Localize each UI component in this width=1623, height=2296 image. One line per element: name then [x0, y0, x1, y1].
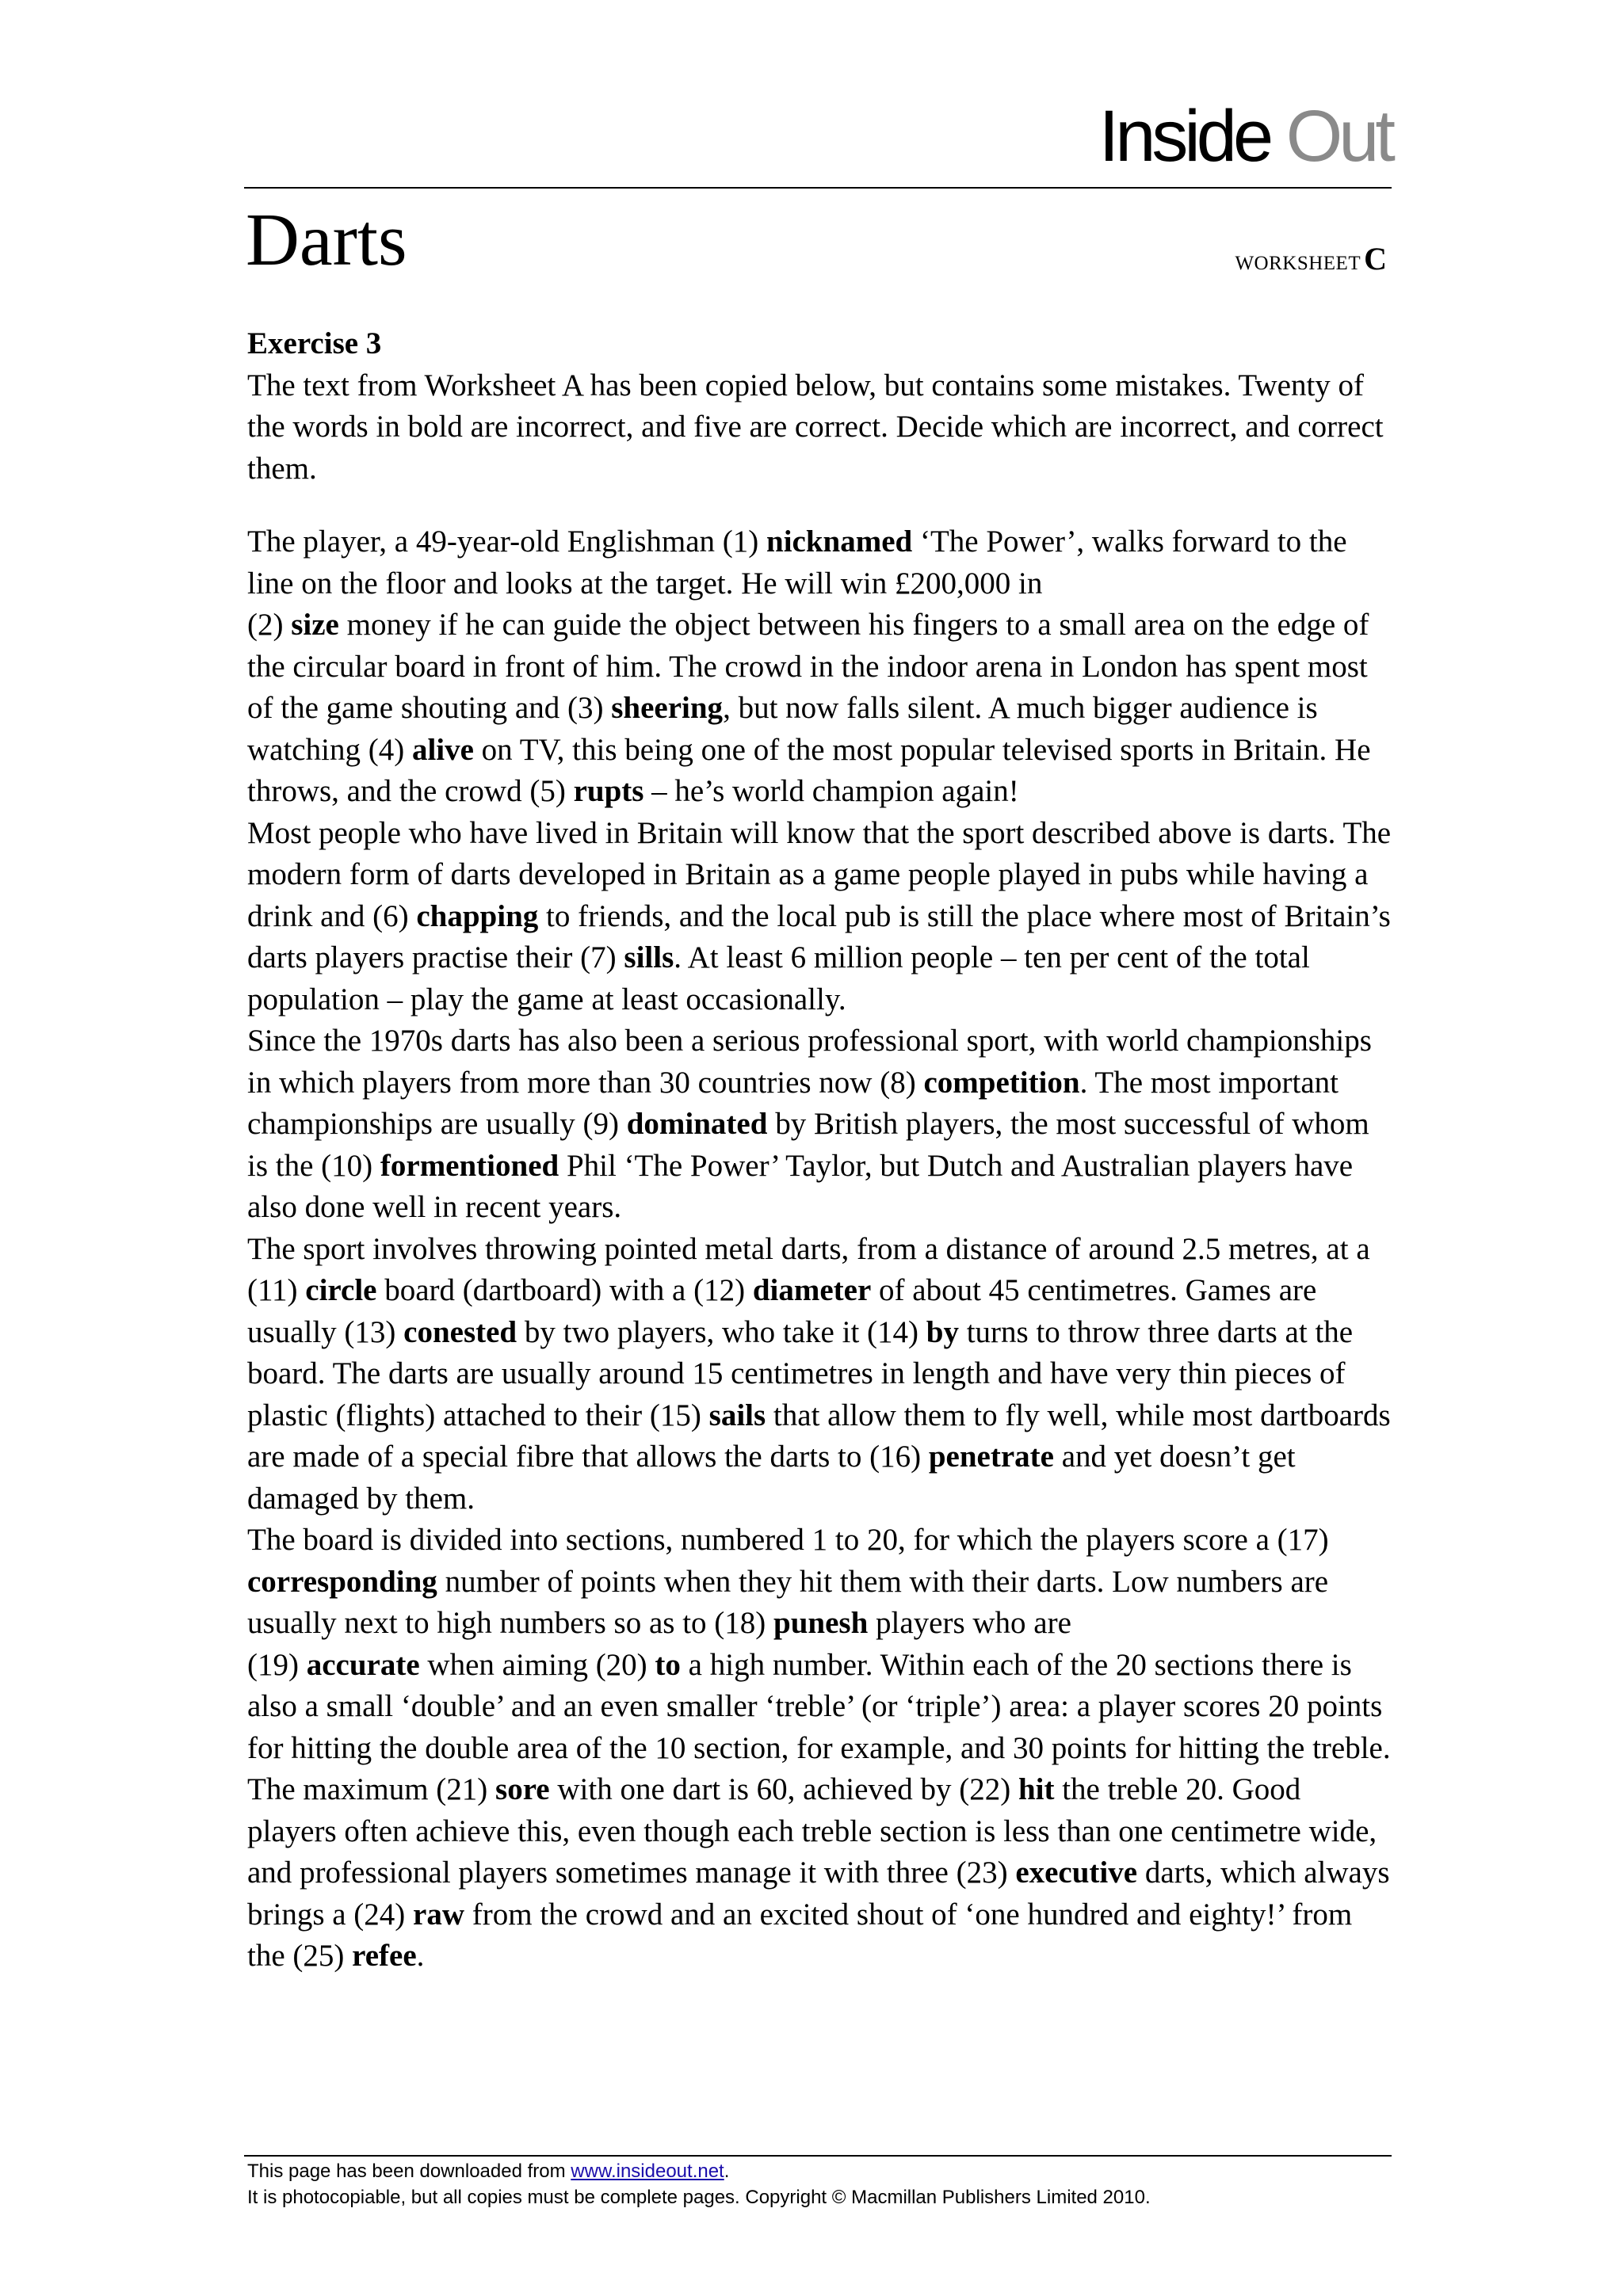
exercise-block	[247, 323, 1396, 490]
logo-word-inside: Inside	[1098, 96, 1270, 177]
bold-answer-word: size	[291, 608, 339, 642]
text-segment: The maximum (21)	[247, 1772, 496, 1806]
text-segment: . At least 6 million people – ten per cent of the total population – play the game at least occasionally.	[247, 940, 1310, 1016]
bold-answer-word: executive	[1015, 1855, 1138, 1890]
bold-answer-word: to	[655, 1647, 681, 1682]
bold-answer-word: sheering	[611, 691, 724, 725]
bold-answer-word: formentioned	[380, 1148, 559, 1183]
bold-answer-word: sills	[624, 940, 674, 974]
bold-answer-word: by	[926, 1314, 959, 1349]
text-segment: number of points when they hit them with their darts. Low numbers are usually next to high numbers so as to (18)	[247, 1564, 1329, 1640]
text-segment: (2)	[247, 608, 292, 642]
footer-copyright: It is photocopiable, but all copies must be complete pages. Copyright © Macmillan Publishers Limited 2010.	[247, 2187, 1151, 2208]
bold-answer-word: alive	[411, 732, 474, 767]
bold-answer-word: rupts	[573, 774, 644, 808]
footer-suffix: .	[724, 2161, 730, 2182]
footer-prefix: This page has been downloaded from	[247, 2161, 571, 2182]
bold-answer-word: refee	[352, 1939, 417, 1973]
text-segment: ‘The Power’, walks forward to the line on the floor and looks at the target. He will win £200,000 in	[247, 524, 1347, 601]
article-paragraph	[247, 1769, 1396, 1978]
article-paragraph	[247, 1520, 1396, 1769]
bold-answer-word: dominated	[626, 1107, 768, 1141]
header-rule	[244, 187, 1392, 189]
text-segment: by British players, the most successful of whom is the (10)	[247, 1107, 1369, 1183]
page-title: Darts	[246, 199, 407, 281]
text-segment: The sport involves throwing pointed metal darts, from a distance of around 2.5 metres, at a (11)	[247, 1231, 1370, 1307]
worksheet-letter: C	[1364, 241, 1387, 277]
text-segment: (19)	[247, 1647, 307, 1682]
bold-answer-word: conested	[403, 1314, 517, 1349]
text-segment: turns to throw three darts at the board. The darts are usually around 15 centimetres in length and have very thin pieces of plastic (flights) attached to their (15)	[247, 1314, 1354, 1432]
bold-answer-word: corresponding	[247, 1564, 437, 1599]
bold-answer-word: accurate	[306, 1647, 420, 1682]
logo-word-out: Out	[1285, 96, 1392, 177]
worksheet-label	[1235, 240, 1387, 277]
text-segment: – he’s world champion again!	[643, 774, 1019, 808]
text-segment: and yet doesn’t get damaged by them.	[247, 1440, 1296, 1516]
text-segment: money if he can guide the object between his fingers to a small area on the edge of the circular board in front of him. The crowd in the indoor arena in London has spent most of the game shouting and (3)	[247, 608, 1369, 725]
text-segment: of about 45 centimetres. Games are usually (13)	[247, 1273, 1317, 1349]
exercise-heading: Exercise 3	[247, 326, 382, 360]
exercise-instructions: The text from Worksheet A has been copied below, but contains some mistakes. Twenty of the words in bold are incorrect, and five are correct. Decide which are incorrect, and correct them.	[247, 368, 1384, 486]
worksheet-label-text: WORKSHEET	[1235, 253, 1361, 274]
bold-answer-word: raw	[413, 1897, 465, 1932]
footer-link[interactable]: www.insideout.net	[571, 2161, 724, 2182]
bold-answer-word: punesh	[773, 1606, 869, 1640]
text-segment: board (dartboard) with a (12)	[376, 1273, 753, 1307]
text-segment: . The most important championships are usually (9)	[247, 1065, 1339, 1141]
text-segment: , but now falls silent. A much bigger audience is watching (4)	[247, 691, 1318, 767]
article-paragraph	[247, 521, 1396, 813]
article-paragraph	[247, 1229, 1396, 1520]
text-segment: players who are	[868, 1606, 1071, 1640]
bold-answer-word: circle	[305, 1273, 377, 1307]
text-segment: by two players, who take it (14)	[517, 1314, 926, 1349]
text-segment: The player, a 49-year-old Englishman (1)	[247, 524, 767, 559]
text-segment: Phil ‘The Power’ Taylor, but Dutch and Australian players have also done well in recent years.	[247, 1148, 1354, 1224]
text-segment: a high number. Within each of the 20 sections there is also a small ‘double’ and an even smaller ‘treble’ (or ‘triple’) area: a player scores 20 points for hitting the double area of the 10 section, for example, and 30 points for hitting the treble.	[247, 1647, 1391, 1765]
inside-out-logo	[1098, 96, 1392, 177]
footer	[247, 2158, 1151, 2210]
bold-answer-word: nicknamed	[766, 524, 913, 559]
text-segment: .	[416, 1939, 425, 1973]
text-segment: to friends, and the local pub is still the place where most of Britain’s darts players practise their (7)	[247, 898, 1391, 974]
bold-answer-word: penetrate	[928, 1440, 1054, 1474]
text-segment: darts, which always brings a (24)	[247, 1855, 1390, 1932]
text-segment: on TV, this being one of the most popular televised sports in Britain. He throws, and the crowd (5)	[247, 732, 1371, 808]
article-text	[247, 521, 1396, 1978]
text-segment: the treble 20. Good players often achieve this, even though each treble section is less than one centimetre wide, and professional players sometimes manage it with three (23)	[247, 1772, 1377, 1890]
text-segment: Most people who have lived in Britain will know that the sport described above is darts. The modern form of darts developed in Britain as a game people played in pubs while having a drink and (6)	[247, 815, 1392, 933]
bold-answer-word: diameter	[752, 1273, 872, 1307]
bold-answer-word: sore	[495, 1772, 550, 1806]
text-segment: from the crowd and an excited shout of ‘one hundred and eighty!’ from the (25)	[247, 1897, 1353, 1973]
bold-answer-word: chapping	[416, 898, 539, 933]
footer-rule	[244, 2155, 1392, 2157]
footer-download-line	[247, 2158, 1151, 2184]
text-segment: when aiming (20)	[419, 1647, 655, 1682]
article-paragraph	[247, 1020, 1396, 1229]
bold-answer-word: hit	[1018, 1772, 1055, 1806]
text-segment: The board is divided into sections, numbered 1 to 20, for which the players score a (17)	[247, 1523, 1329, 1557]
article-paragraph	[247, 813, 1396, 1021]
bold-answer-word: sails	[708, 1398, 766, 1432]
bold-answer-word: competition	[923, 1065, 1080, 1100]
text-segment: with one dart is 60, achieved by (22)	[549, 1772, 1018, 1806]
text-segment: that allow them to fly well, while most dartboards are made of a special fibre that allows the darts to (16)	[247, 1398, 1391, 1474]
text-segment: Since the 1970s darts has also been a serious professional sport, with world championships in which players from more than 30 countries now (8)	[247, 1024, 1372, 1100]
